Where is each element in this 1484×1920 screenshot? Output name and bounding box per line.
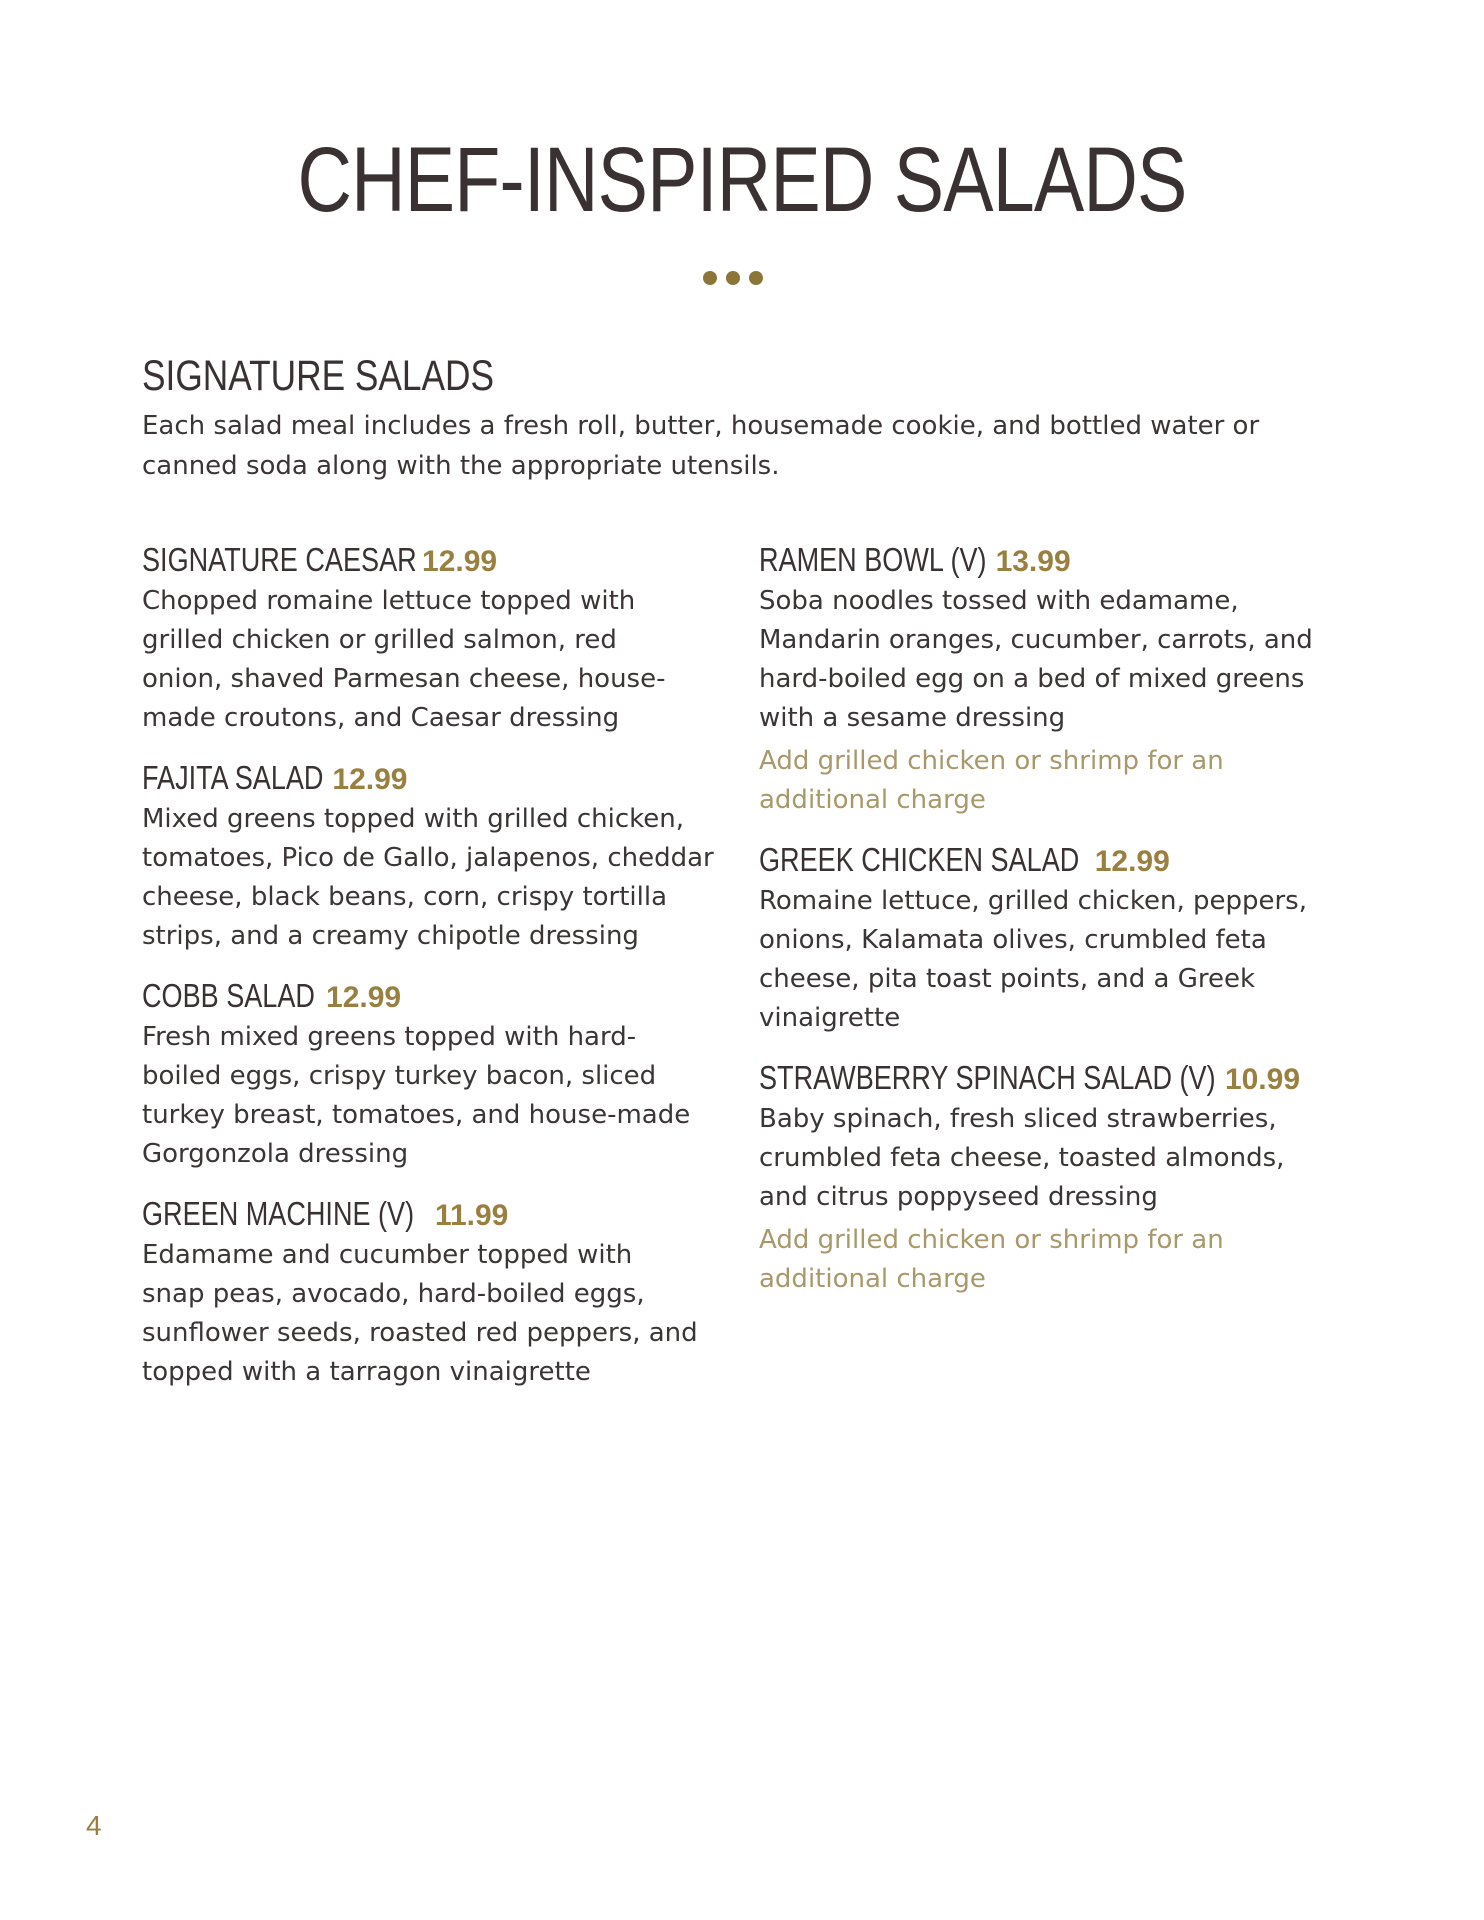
section-heading: SIGNATURE SALADS <box>142 352 495 400</box>
item-name: RAMEN BOWL (V) <box>759 541 987 578</box>
item-description: Fresh mixed greens topped with hard-boiled eggs, crispy turkey bacon, sliced turkey breast, tomatoes, and house-made Gorgonzola dressing <box>142 1022 691 1169</box>
item-name: GREEN MACHINE (V) <box>142 1195 415 1232</box>
item-name: SIGNATURE CAESAR <box>142 541 417 578</box>
section-intro: Each salad meal includes a fresh roll, butter, housemade cookie, and bottled water or canned soda along with the appropriate utensils. <box>142 411 1260 481</box>
menu-item-cobb <box>142 974 742 1174</box>
item-price: 10.99 <box>1224 1063 1301 1096</box>
menu-column-left <box>142 538 742 1410</box>
decorative-dots <box>703 271 763 285</box>
item-name: GREEK CHICKEN SALAD <box>759 841 1080 878</box>
page-number: 4 <box>86 1810 102 1841</box>
item-description: Baby spinach, fresh sliced strawberries, crumbled feta cheese, toasted almonds, and citrus poppyseed dressing <box>759 1104 1285 1212</box>
item-price: 12.99 <box>1094 845 1170 878</box>
page-title: CHEF-INSPIRED SALADS <box>297 129 1187 231</box>
menu-item-fajita <box>142 756 742 956</box>
item-description: Chopped romaine lettuce topped with grilled chicken or grilled salmon, red onion, shaved Parmesan cheese, house-made croutons, and Caesar dressing <box>142 586 666 733</box>
item-name: STRAWBERRY SPINACH SALAD (V) <box>759 1059 1216 1096</box>
item-price: 12.99 <box>332 763 408 796</box>
item-price: 12.99 <box>326 981 402 1014</box>
item-price: 13.99 <box>995 545 1071 578</box>
dot <box>703 271 717 285</box>
menu-item-ramen <box>759 538 1359 820</box>
item-description: Soba noodles tossed with edamame, Mandarin oranges, cucumber, carrots, and hard-boiled egg on a bed of mixed greens with a sesame dressing <box>759 586 1313 733</box>
item-price: 12.99 <box>422 545 498 578</box>
item-name: FAJITA SALAD <box>142 759 324 796</box>
item-name: COBB SALAD <box>142 977 315 1014</box>
menu-item-strawberry <box>759 1056 1359 1299</box>
dot <box>726 271 740 285</box>
menu-item-caesar <box>142 538 742 738</box>
item-price: 11.99 <box>434 1199 509 1232</box>
dot <box>749 271 763 285</box>
menu-column-right <box>759 538 1359 1317</box>
item-note: Add grilled chicken or shrimp for an additional charge <box>759 1225 1224 1294</box>
item-note: Add grilled chicken or shrimp for an additional charge <box>759 746 1224 815</box>
menu-item-green-machine <box>142 1192 742 1392</box>
item-description: Mixed greens topped with grilled chicken, tomatoes, Pico de Gallo, jalapenos, cheddar cheese, black beans, corn, crispy tortilla strips, and a creamy chipotle dressing <box>142 804 714 951</box>
menu-item-greek <box>759 838 1359 1038</box>
item-description: Edamame and cucumber topped with snap peas, avocado, hard-boiled eggs, sunflower seeds, roasted red peppers, and topped with a tarragon vinaigrette <box>142 1240 698 1387</box>
item-description: Romaine lettuce, grilled chicken, peppers, onions, Kalamata olives, crumbled feta cheese, pita toast points, and a Greek vinaigrette <box>759 886 1307 1033</box>
